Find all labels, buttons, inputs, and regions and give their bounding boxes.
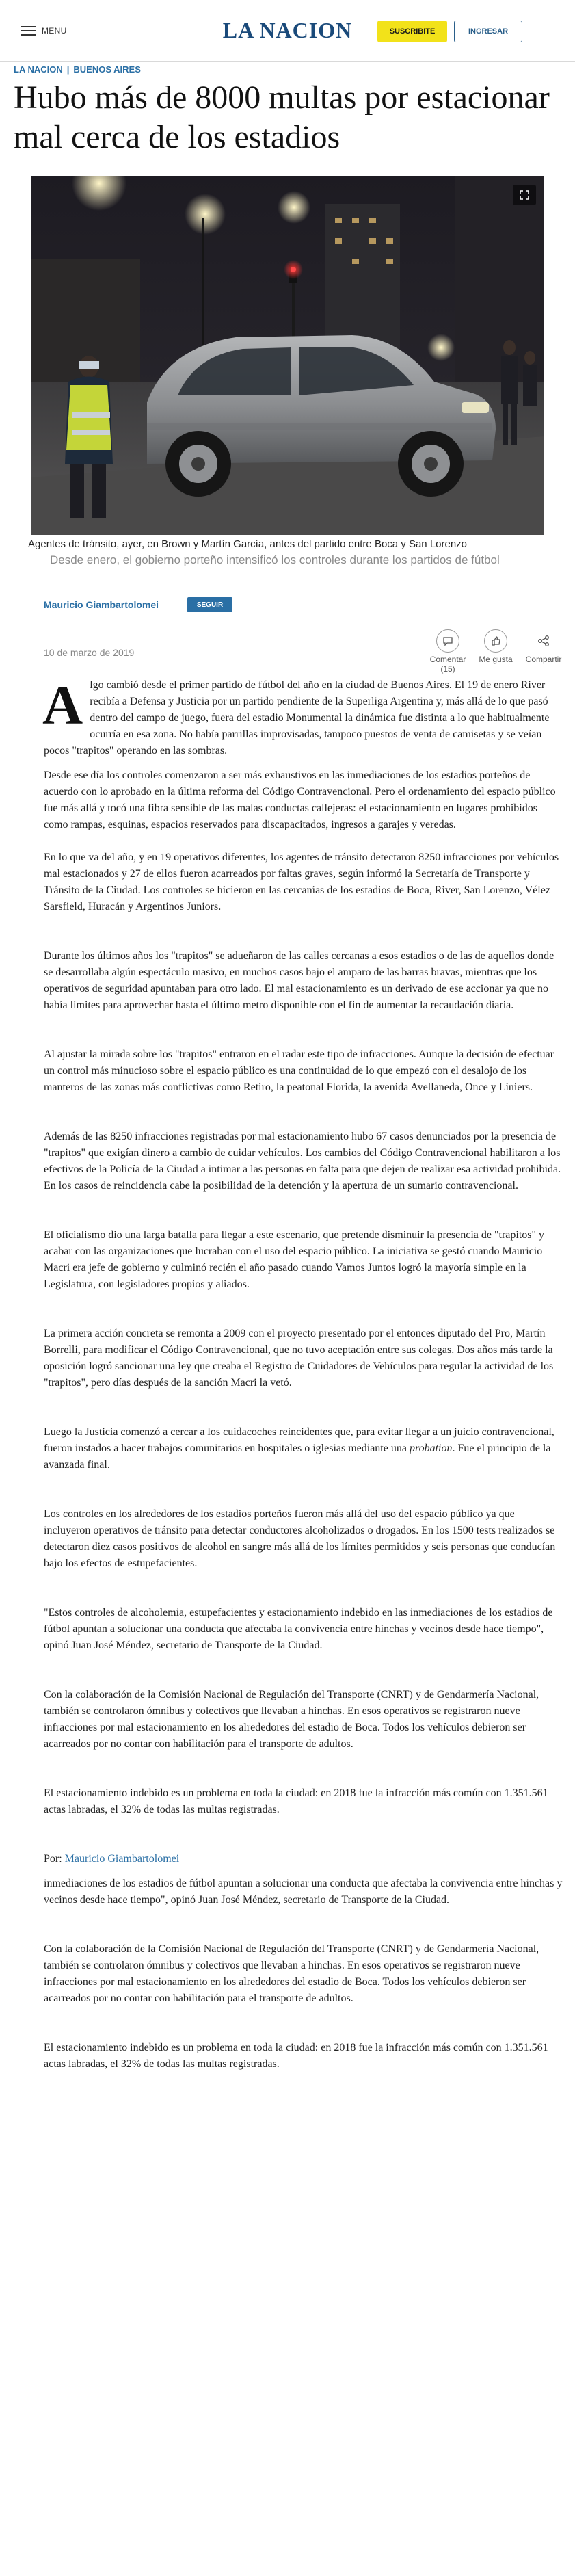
share-label: Compartir <box>525 655 562 664</box>
top-bar <box>0 0 575 62</box>
repeated-paragraph-12: Con la colaboración de la Comisión Nacional de Regulación del Transporte (CNRT) y de Gendarmería Nacional, también se controlaron ómnibus y colectivos que llevaban a hinchas. En esos operativos se registraron nueve infracciones por mal estacionamiento en los alrededores del estadio de Boca. Todos los vehículos debieron ser acarreados por no contar con habilitación para el transporte de adultos. <box>44 1943 539 2004</box>
paragraph-13: El estacionamiento indebido es un problema en toda la ciudad: en 2018 fue la infracción más común con 1.351.561 actas labradas, el 32% de todas las multas registradas. <box>44 1787 548 1815</box>
paragraph-text: lgo cambió desde el primer partido de fútbol del año en la ciudad de Buenos Aires. El 19 de enero River recibía a Defensa y Justicia por un partido pendiente de la Superliga Argentina y, más allá de lo que pasó dentro del campo de juego, fuera del estadio Monumental la dinámica fue distinta a lo que habitualmente ocurría en esa zona. No había parrillas improvisadas, tampoco puestos de venta de camisetas y se veían pocos "trapitos" operando en las sombras. <box>44 679 550 757</box>
hamburger-icon <box>21 26 36 36</box>
expand-photo-button[interactable] <box>513 185 536 205</box>
paragraph-text: Luego la Justicia comenzó a cercar a los cuidacoches reincidentes que, para evitar llegar a un juicio contravencional, fueron instados a hacer trabajos comunitarios en hospitales o iglesias mediante una <box>44 1426 554 1454</box>
street-scene-illustration <box>31 176 544 535</box>
paragraph-5: Al ajustar la mirada sobre los "trapitos" entraron en el radar este tipo de infracciones. Aunque la decisión de efectuar un control más minucioso sobre el espacio público es una continuidad de lo que empezó con el desalojo de los manteros de las zonas más conflictivas como Retiro, la peatonal Florida, la avenida Avellaneda, Once y Liniers. <box>44 1049 554 1093</box>
drop-cap: A <box>42 674 83 736</box>
subscribe-button[interactable]: SUSCRIBITE <box>377 21 447 42</box>
paragraph-7: El oficialismo dio una larga batalla para llegar a este escenario, que pretende disminuir la presencia de "trapitos" y acabar con las organizaciones que lucraban con el uso del espacio público. La iniciativa se gestó cuando Mauricio Macri era jefe de gobierno y culminó recién el año pasado cuando Vamos Juntos logró la mayoría simple en la Legislatura, con legisladores propios y aliados. <box>44 1229 545 1290</box>
paragraph-12: Con la colaboración de la Comisión Nacional de Regulación del Transporte (CNRT) y de Gendarmería Nacional, también se controlaron ómnibus y colectivos que llevaban a hinchas. En esos operativos se registraron nueve infracciones por mal estacionamiento en los alrededores del estadio de Boca. Todos los vehículos debieron ser acarreados por no contar con habilitación para el transporte de adultos. <box>44 1689 539 1750</box>
paragraph-3: En lo que va del año, y en 19 operativos diferentes, los agentes de tránsito detectaron 8250 infracciones por vehículos mal estacionados y 27 de ellos fueron acarreados por faltas graves, según informó la Secretaría de Transporte y Tránsito de la Ciudad. Los controles se hicieron en las cercanías de los estadios de Boca, River, San Lorenzo, Vélez Sarsfield, Huracán y Argentinos Juniors. <box>44 852 559 912</box>
paragraph-6: Además de las 8250 infracciones registradas por mal estacionamiento hubo 67 casos denunciados por la presencia de "trapitos" que exigían dinero a cambio de cuidar vehículos. Los cambios del Código Contravencional habilitaron a los efectivos de la Policía de la Ciudad a intimar a las personas en falta para que dejen de realizar esa actividad prohibida. En los casos de reincidencia cabe la posibilidad de la detención y la apertura de un sumario contravencional. <box>44 1131 561 1192</box>
footer-author-link[interactable]: Mauricio Giambartolomei <box>64 1853 180 1865</box>
comment-count: (15) <box>440 664 455 674</box>
paragraph-10: Los controles en los alrededores de los estadios porteños fueron más allá del uso del espacio público ya que incluyeron operativos de tránsito para detectar conductores alcoholizados o drogados. En los 1500 tests realizados se detectaron diez casos positivos de alcohol en sangre más allá de los límites permitidos y seis personas que conducían bajo los efectos de estupefacientes. <box>44 1508 556 1569</box>
expand-icon <box>519 189 530 200</box>
share-button[interactable] <box>520 629 567 664</box>
follow-author-button[interactable]: SEGUIR <box>187 597 232 612</box>
paragraph-8: La primera acción concreta se remonta a 2009 con el proyecto presentado por el entonces diputado del Pro, Martín Borrelli, para modificar el Código Contravencional, que no tuvo aceptación entre sus colegas. Dos años más tarde la oposición logró sancionar una ley que creaba el Registro de Cuidadores de Vehículos para regular la actividad de los "trapitos", pero días después de la sanción Macri la vetó. <box>44 1328 554 1389</box>
breadcrumb <box>14 64 141 75</box>
photo-caption: Agentes de tránsito, ayer, en Brown y Martín García, antes del partido entre Boca y San Lorenzo <box>28 538 468 550</box>
comment-icon <box>436 629 459 653</box>
article-photo[interactable] <box>31 176 544 535</box>
login-button[interactable]: INGRESAR <box>454 21 522 42</box>
publish-date: 10 de marzo de 2019 <box>44 647 135 658</box>
paragraph-tail: . Fue el principio de la avanzada final. <box>44 1443 551 1471</box>
article-body <box>42 674 563 2073</box>
comment-label: Comentar <box>429 655 466 664</box>
site-logo[interactable]: LA NACION <box>222 18 353 42</box>
breadcrumb-separator: | <box>66 64 70 75</box>
menu-label: MENU <box>42 26 67 36</box>
repeated-paragraph-11-partial: inmediaciones de los estadios de fútbol apuntan a solucionar una conducta que afectaba la convivencia entre hinchas y vecinos desde hace tiempo", opinó Juan José Méndez, secretario de Transporte de la Ciudad. <box>44 1878 563 1906</box>
share-icon <box>532 629 555 653</box>
paragraph-1 <box>42 674 563 759</box>
byline-prefix: Por: <box>44 1853 62 1865</box>
paragraph-9 <box>44 1424 563 1473</box>
repeated-paragraph-13: El estacionamiento indebido es un problema en toda la ciudad: en 2018 fue la infracción más común con 1.351.561 actas labradas, el 32% de todas las multas registradas. <box>44 2042 548 2070</box>
article-title: Hubo más de 8000 multas por estacionar mal cerca de los estadios <box>14 79 550 155</box>
like-button[interactable] <box>472 629 520 664</box>
article-subtitle: Desde enero, el gobierno porteño intensificó los controles durante los partidos de fútbol <box>50 553 500 566</box>
probation-term: probation <box>409 1443 453 1454</box>
comment-button[interactable] <box>424 629 472 674</box>
paragraph-2: Desde ese día los controles comenzaron a ser más exhaustivos en las inmediaciones de los estadios porteños de acuerdo con lo aprobado en la última reforma del Código Contravencional. Pero el ordenamiento del espacio público fue más allá y tocó una fibra sensible de las malas conductas callejeras: el estacionamiento en lugares prohibidos como rampas, esquinas, espacios reservados para discapacitados, ingresos a garajes y veredas. <box>44 770 556 830</box>
breadcrumb-home[interactable]: LA NACION <box>14 64 63 75</box>
like-icon <box>484 629 507 653</box>
paragraph-11: "Estos controles de alcoholemia, estupefacientes y estacionamiento indebido en las inmediaciones de los estadios de fútbol apuntan a solucionar una conducta que afectaba la convivencia entre hinchas y vecinos desde hace tiempo", opinó Juan José Méndez, secretario de Transporte de la Ciudad. <box>44 1607 553 1651</box>
menu-button[interactable] <box>21 23 67 38</box>
footer-byline <box>44 1851 563 1867</box>
paragraph-4: Durante los últimos años los "trapitos" se adueñaron de las calles cercanas a esos estadios o de las de aquellos donde se desarrollaba algún espectáculo masivo, en muchos casos bajo el amparo de las barras bravas, mientras que los operativos de seguridad apuntaban para otro lado. El mal estacionamiento es un derivado de ese accionar ya que no había límites para aprovechar hasta el último metro disponible con el fin de aumentar la recaudación diaria. <box>44 950 554 1011</box>
author-link[interactable]: Mauricio Giambartolomei <box>44 599 159 610</box>
like-label: Me gusta <box>479 655 513 664</box>
breadcrumb-section[interactable]: BUENOS AIRES <box>73 64 141 75</box>
